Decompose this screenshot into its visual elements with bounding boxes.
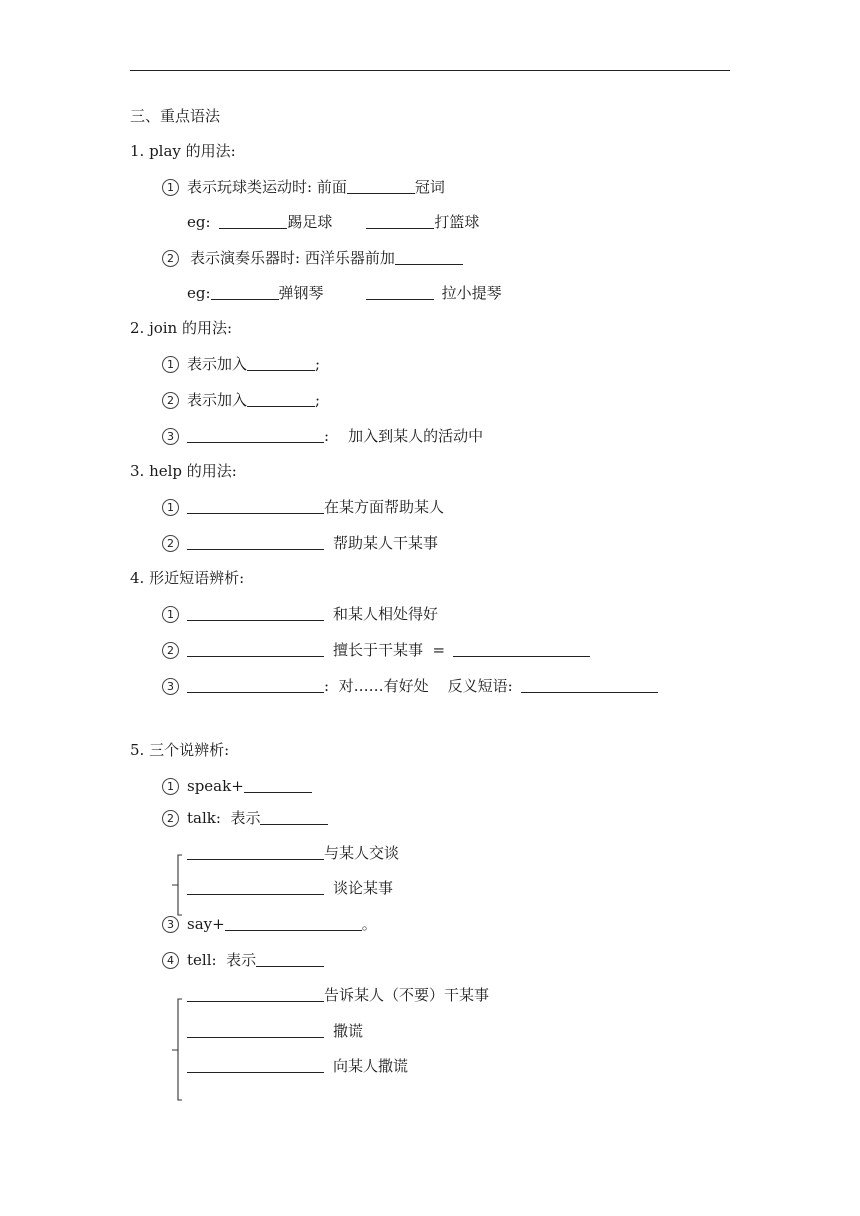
blank[interactable] [187, 428, 324, 443]
marker-2: 2 [162, 392, 179, 409]
marker-1: 1 [162, 356, 179, 373]
blank[interactable] [347, 179, 415, 194]
talk-sub-1-text: 与某人交谈 [324, 844, 400, 862]
join-item-1-prefix: 表示加入 [187, 355, 248, 373]
help-item-2 [162, 533, 438, 553]
play-item-1-suffix: 冠词 [414, 178, 445, 196]
talk-sub-1 [187, 843, 399, 863]
phrases-heading: 4. 形近短语辨析: [130, 569, 245, 587]
example-item-a: 踢足球 [287, 213, 333, 231]
tell-sub-1 [187, 985, 489, 1005]
marker-2: 2 [162, 250, 179, 267]
marker-4: 4 [162, 952, 179, 969]
join-item-3 [162, 426, 483, 446]
blank[interactable] [521, 678, 658, 693]
play-item-2-prefix: 表示演奏乐器时: 西洋乐器前加 [190, 249, 395, 267]
example-item-a: 弹钢琴 [278, 284, 324, 302]
say-item-1 [162, 776, 312, 796]
phrases-item-3-middle: : 对……有好处 反义短语: [324, 677, 513, 695]
help-item-1 [162, 497, 444, 517]
join-item-2-suffix: ; [315, 391, 321, 409]
marker-1: 1 [162, 499, 179, 516]
tell-sub-3 [187, 1056, 408, 1076]
blank[interactable] [366, 285, 434, 300]
join-item-2 [162, 390, 320, 410]
talk-sub-2 [187, 878, 393, 898]
play-item-1-prefix: 表示玩球类运动时: 前面 [187, 178, 347, 196]
example-item-b: 拉小提琴 [441, 284, 502, 302]
blank[interactable] [187, 606, 324, 621]
join-item-1-suffix: ; [315, 355, 321, 373]
blank[interactable] [366, 214, 434, 229]
marker-1: 1 [162, 179, 179, 196]
header-rule [130, 70, 730, 71]
blank[interactable] [211, 285, 279, 300]
say-item-3-prefix: say+ [187, 915, 225, 933]
say-item-2 [162, 808, 328, 828]
blank[interactable] [225, 916, 362, 931]
blank[interactable] [219, 214, 287, 229]
blank[interactable] [187, 880, 324, 895]
blank[interactable] [187, 642, 324, 657]
marker-1: 1 [162, 606, 179, 623]
join-item-2-prefix: 表示加入 [187, 391, 248, 409]
play-example-1 [187, 212, 479, 232]
tell-sub-2-text: 撒谎 [333, 1022, 364, 1040]
say-heading: 5. 三个说辨析: [130, 741, 230, 759]
marker-2: 2 [162, 810, 179, 827]
blank[interactable] [247, 392, 315, 407]
say-item-4 [162, 950, 324, 970]
say-item-4-prefix: tell: 表示 [187, 951, 257, 969]
play-example-2 [187, 283, 502, 303]
example-item-b: 打篮球 [434, 213, 480, 231]
say-item-1-prefix: speak+ [187, 777, 244, 795]
join-item-3-suffix: : 加入到某人的活动中 [324, 427, 484, 445]
marker-3: 3 [162, 916, 179, 933]
marker-3: 3 [162, 678, 179, 695]
blank[interactable] [187, 1023, 324, 1038]
phrases-item-1 [162, 604, 438, 624]
help-heading: 3. help 的用法: [130, 462, 237, 480]
tell-sub-1-text: 告诉某人（不要）干某事 [324, 986, 490, 1004]
play-item-2 [162, 248, 463, 268]
help-item-2-suffix: 帮助某人干某事 [333, 534, 439, 552]
blank[interactable] [453, 642, 590, 657]
blank[interactable] [247, 356, 315, 371]
blank[interactable] [187, 678, 324, 693]
marker-3: 3 [162, 428, 179, 445]
section-title: 三、重点语法 [130, 107, 221, 125]
talk-brace [170, 852, 186, 918]
blank[interactable] [187, 845, 324, 860]
say-item-3 [162, 914, 377, 934]
play-heading: 1. play 的用法: [130, 142, 236, 160]
example-prefix: eg: [187, 213, 211, 231]
tell-brace [170, 996, 186, 1104]
join-heading: 2. join 的用法: [130, 319, 233, 337]
tell-sub-3-text: 向某人撒谎 [333, 1057, 409, 1075]
join-item-1 [162, 354, 320, 374]
phrases-item-3 [162, 676, 658, 696]
blank[interactable] [395, 250, 463, 265]
say-item-3-suffix: 。 [361, 915, 377, 933]
blank[interactable] [187, 1058, 324, 1073]
tell-sub-2 [187, 1021, 363, 1041]
help-item-1-suffix: 在某方面帮助某人 [324, 498, 445, 516]
phrases-item-2-middle: 擅长于干某事 = [333, 641, 446, 659]
phrases-item-2 [162, 640, 590, 660]
marker-2: 2 [162, 642, 179, 659]
blank[interactable] [244, 778, 312, 793]
talk-sub-2-text: 谈论某事 [333, 879, 394, 897]
example-prefix: eg: [187, 284, 211, 302]
blank[interactable] [187, 535, 324, 550]
marker-2: 2 [162, 535, 179, 552]
blank[interactable] [256, 952, 324, 967]
marker-1: 1 [162, 778, 179, 795]
blank[interactable] [260, 810, 328, 825]
say-item-2-prefix: talk: 表示 [187, 809, 261, 827]
blank[interactable] [187, 499, 324, 514]
phrases-item-1-suffix: 和某人相处得好 [333, 605, 439, 623]
play-item-1 [162, 177, 445, 197]
blank[interactable] [187, 987, 324, 1002]
